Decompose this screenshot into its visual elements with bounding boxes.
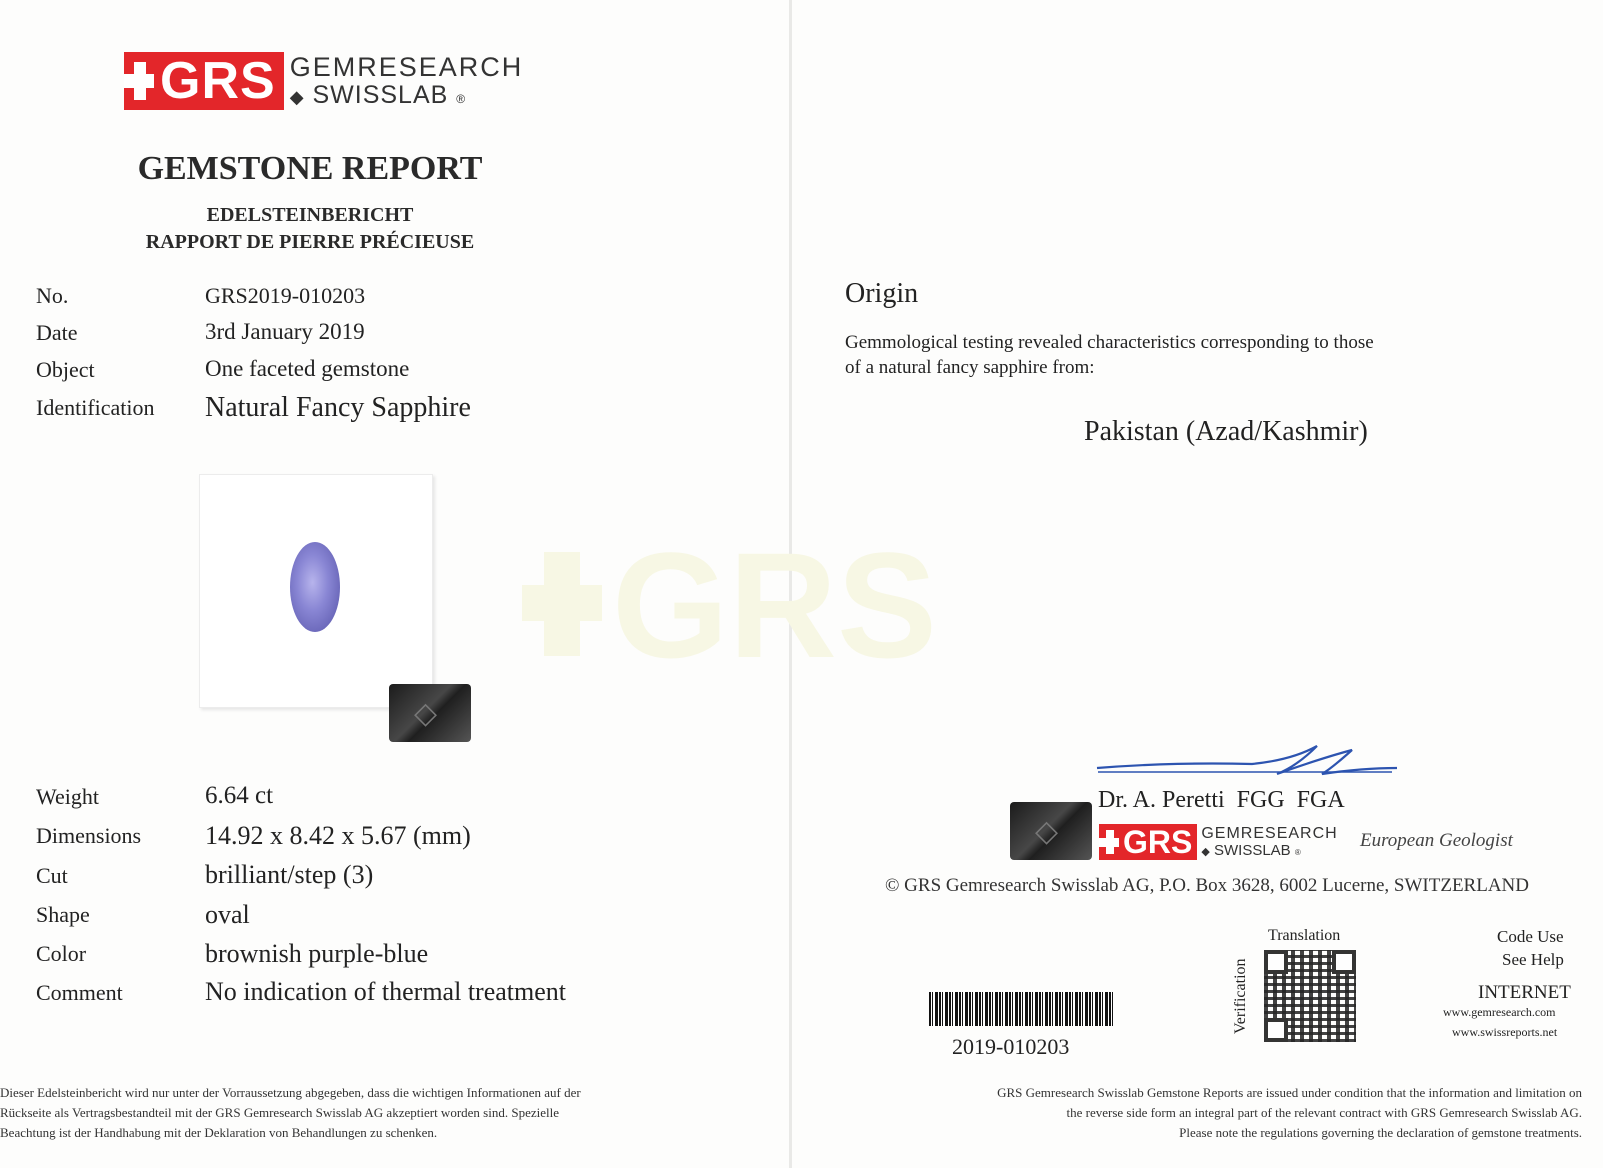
grs-watermark [522, 521, 1042, 689]
field-label-dimensions: Dimensions [36, 823, 142, 848]
logo-line-gemresearch: GEMRESEARCH [1201, 825, 1338, 842]
disclaimer-en-line: Please note the regulations governing the declaration of gemstone treatments. [1179, 1125, 1582, 1140]
signatory-title: European Geologist [1360, 830, 1513, 851]
disclaimer-german [0, 1083, 780, 1143]
qr-finder-icon [1264, 950, 1288, 974]
report-subtitle-fr: RAPPORT DE PIERRE PRÉCIEUSE [145, 231, 475, 253]
barcode [929, 992, 1114, 1026]
registered-mark: ® [1294, 848, 1301, 857]
signature-hologram-seal [1010, 802, 1092, 860]
swiss-cross-icon [124, 52, 160, 110]
grs-logo-mark-small [1099, 824, 1197, 860]
field-value-comment: No indication of thermal treatment [205, 977, 566, 1006]
translation-label: Translation [1268, 927, 1341, 944]
verification-label: Verification [1232, 958, 1249, 1034]
grs-logo-text: GRS [1123, 823, 1193, 860]
field-value-object: One faceted gemstone [205, 356, 410, 381]
diamond-hologram-icon: ◇ [1035, 815, 1059, 848]
url-swissreports[interactable]: www.swissreports.net [1452, 1025, 1558, 1039]
url-gemresearch[interactable]: www.gemresearch.com [1443, 1005, 1556, 1019]
swiss-cross-icon [1099, 824, 1123, 860]
origin-text [845, 330, 1374, 380]
disclaimer-de-line: Rückseite als Vertragsbestandteil mit der GRS Gemresearch Swisslab AG akzeptiert worden sind. Spezielle [0, 1105, 559, 1120]
field-label-object: Object [36, 357, 95, 382]
report-title: GEMSTONE REPORT [137, 150, 483, 187]
qr-finder-icon [1264, 1018, 1288, 1042]
field-value-no: GRS2019-010203 [205, 283, 366, 308]
field-value-dimensions: 14.92 x 8.42 x 5.67 (mm) [205, 821, 471, 850]
field-label-cut: Cut [36, 863, 68, 888]
origin-text-line: Gemmological testing revealed characteristics corresponding to those [845, 332, 1374, 353]
field-label-weight: Weight [36, 784, 99, 809]
field-label-no: No. [36, 283, 69, 308]
qr-finder-icon [1332, 950, 1356, 974]
logo-line-gemresearch: GEMRESEARCH [289, 52, 524, 82]
report-right-page [612, 0, 1603, 1168]
registered-mark: ® [456, 92, 467, 106]
diamond-icon: ◆ [289, 87, 305, 107]
lab-address: © GRS Gemresearch Swisslab AG, P.O. Box 3628, 6002 Lucerne, SWITZERLAND [885, 875, 1529, 896]
origin-country: Pakistan (Azad/Kashmir) [1084, 416, 1368, 447]
barcode-number: 2019-010203 [952, 1034, 1070, 1059]
field-label-identification: Identification [36, 395, 155, 420]
origin-text-line: of a natural fancy sapphire from: [845, 357, 1095, 378]
field-value-shape: oval [205, 900, 250, 929]
diamond-hologram-icon: ◇ [414, 697, 438, 730]
see-help-label: See Help [1502, 950, 1564, 969]
watermark-cross-icon [522, 530, 612, 680]
grs-logo-small [1099, 824, 1338, 860]
disclaimer-de-line: Beachtung ist der Handhabung mit der Deklaration von Behandlungen zu schenken. [0, 1125, 438, 1140]
logo-line-swisslab: SWISSLAB [1213, 842, 1291, 859]
report-subtitle-de: EDELSTEINBERICHT [206, 204, 414, 226]
disclaimer-de-line: Dieser Edelsteinbericht wird nur unter der Vorraussetzung abgegeben, dass die wichtigen Informationen auf der [0, 1085, 581, 1100]
qr-code[interactable] [1264, 950, 1356, 1042]
gemstone-photo [199, 474, 433, 708]
disclaimer-english [852, 1083, 1582, 1143]
field-label-date: Date [36, 320, 78, 345]
field-value-cut: brilliant/step (3) [205, 860, 374, 889]
disclaimer-en-line: GRS Gemresearch Swisslab Gemstone Reports are issued under condition that the information and limitation on [997, 1085, 1582, 1100]
field-value-color: brownish purple-blue [205, 939, 429, 968]
signatory-name: Dr. A. Peretti FGG FGA [1098, 787, 1345, 813]
field-value-identification: Natural Fancy Sapphire [205, 392, 471, 423]
internet-label: INTERNET [1478, 982, 1571, 1003]
sapphire-image [290, 542, 340, 632]
signature [1092, 738, 1402, 788]
grs-logo-mark [124, 52, 284, 110]
origin-heading: Origin [845, 278, 919, 309]
field-label-shape: Shape [36, 902, 90, 927]
hologram-seal [389, 684, 471, 742]
disclaimer-en-line: the reverse side form an integral part of the relevant contract with GRS Gemresearch Swisslab AG. [1066, 1105, 1582, 1120]
grs-logo [124, 52, 523, 110]
code-use-label: Code Use [1497, 927, 1564, 946]
field-label-color: Color [36, 941, 87, 966]
watermark-text: GRS [612, 521, 938, 689]
field-value-weight: 6.64 ct [205, 782, 274, 809]
field-value-date: 3rd January 2019 [205, 319, 365, 344]
field-label-comment: Comment [36, 980, 123, 1005]
diamond-icon: ◆ [1201, 846, 1210, 858]
logo-line-swisslab: SWISSLAB [312, 81, 449, 109]
grs-logo-text: GRS [160, 52, 276, 110]
